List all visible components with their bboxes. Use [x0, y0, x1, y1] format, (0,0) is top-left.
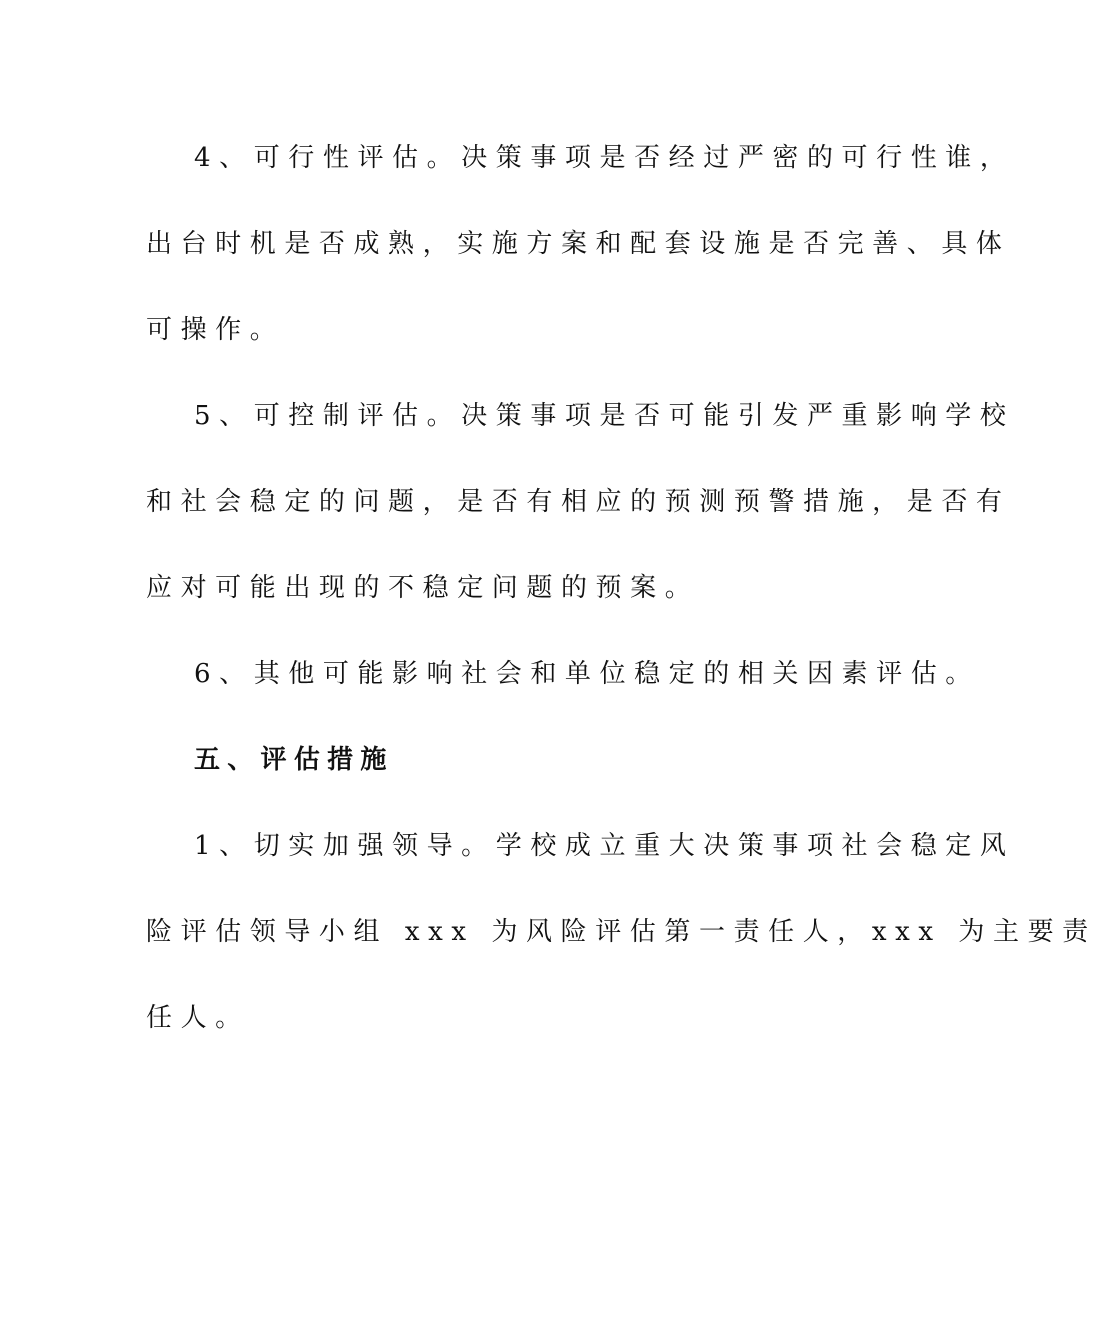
paragraph-line: 和社会稳定的问题，是否有相应的预测预警措施，是否有: [146, 487, 1011, 517]
section-heading: 五、评估措施: [194, 745, 394, 775]
paragraph-line: 任人。: [146, 1003, 250, 1033]
paragraph-line: 4、可行性评估。决策事项是否经过严密的可行性谁，: [194, 143, 1015, 173]
paragraph-line: 应对可能出现的不稳定问题的预案。: [146, 573, 700, 603]
paragraph-line: 出台时机是否成熟，实施方案和配套设施是否完善、具体: [146, 229, 1011, 259]
paragraph-line: 5、可控制评估。决策事项是否可能引发严重影响学校: [194, 401, 1015, 431]
paragraph-line: 可操作。: [146, 315, 285, 345]
paragraph-line: 1、切实加强领导。学校成立重大决策事项社会稳定风: [194, 831, 1015, 861]
paragraph-line: 险评估领导小组 xxx 为风险评估第一责任人，xxx 为主要责: [146, 917, 1097, 947]
paragraph-line: 6、其他可能影响社会和单位稳定的相关因素评估。: [194, 659, 980, 689]
